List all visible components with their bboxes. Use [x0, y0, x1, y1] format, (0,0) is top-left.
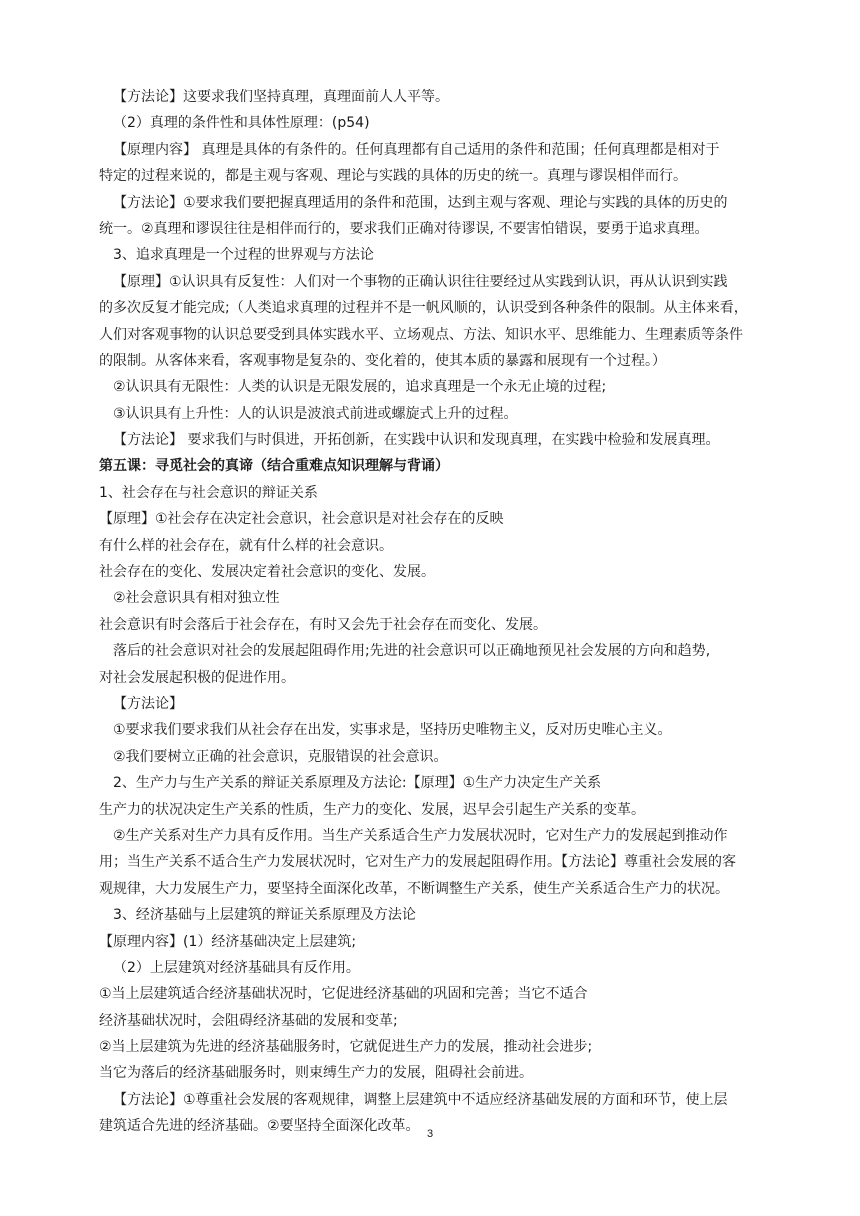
text-line: 1、社会存在与社会意识的辩证关系: [99, 484, 318, 501]
text-line: 观规律，大力发展生产力，要坚持全面深化改革，不断调整生产关系，使生产关系适合生产力的状况。: [99, 880, 729, 897]
text-line: ②认识具有无限性：人类的认识是无限发展的，追求真理是一个永无止境的过程;: [113, 379, 607, 396]
text-line: 统一。②真理和谬误往往是相伴而行的，要求我们正确对待谬误, 不要害怕错误，要勇于追求真理。: [99, 220, 709, 237]
text-line: 【原理】①社会存在决定社会意识，社会意识是对社会存在的反映: [99, 511, 504, 528]
text-line: （2）真理的条件性和具体性原理：(p54): [113, 115, 370, 132]
text-line: ②当上层建筑为先进的经济基础服务时，它就促进生产力的发展，推动社会进步;: [99, 1039, 593, 1056]
text-line: 对社会发展起积极的促进作用。: [99, 669, 295, 686]
text-line: 【原理内容】 真理是具体的有条件的。任何真理都有自己适用的条件和范围；任何真理都是相对于: [113, 141, 720, 158]
document-body: [99, 84, 781, 1140]
text-line: ②社会意识具有相对独立性: [113, 590, 280, 607]
text-line: 经济基础状况时，会阻碍经济基础的发展和变革;: [99, 1012, 398, 1029]
text-line: 当它为落后的经济基础服务时，则束缚生产力的发展，阻碍社会前进。: [99, 1065, 533, 1082]
text-line: 落后的社会意识对社会的发展起阻碍作用;先进的社会意识可以正确地预见社会发展的方向和趋势,: [113, 643, 711, 660]
text-line: 社会意识有时会落后于社会存在，有时又会先于社会存在而变化、发展。: [99, 616, 547, 633]
text-line: 【原理】①认识具有反复性：人们对一个事物的正确认识往往要经过从实践到认识，再从认识到实践: [113, 273, 728, 290]
text-line: 【原理内容】(1）经济基础决定上层建筑;: [99, 933, 357, 950]
text-line: 2、生产力与生产关系的辩证关系原理及方法论:【原理】①生产力决定生产关系: [113, 775, 602, 792]
text-line: 【方法论】这要求我们坚持真理，真理面前人人平等。: [113, 89, 449, 105]
text-line: 人们对客观事物的认识总要受到具体实践水平、立场观点、方法、知识水平、思维能力、生理素质等条件: [99, 326, 743, 343]
text-line: 用；当生产关系不适合生产力发展状况时，它对生产力的发展起阻碍作用。【方法论】尊重社会发展的客: [99, 854, 736, 871]
text-line: 生产力的状况决定生产关系的性质，生产力的变化、发展，迟早会引起生产关系的变革。: [99, 801, 645, 818]
text-line: 【方法论】: [113, 695, 183, 712]
text-line: 有什么样的社会存在，就有什么样的社会意识。: [99, 537, 393, 554]
section-heading: 第五课：寻觅社会的真谛（结合重难点知识理解与背诵）: [99, 458, 449, 475]
text-line: 【方法论】①尊重社会发展的客观规律，调整上层建筑中不适应经济基础发展的方面和环节，使上层: [113, 1091, 728, 1108]
text-line: ③认识具有上升性：人的认识是波浪式前进或螺旋式上升的过程。: [113, 405, 518, 422]
text-line: 3、经济基础与上层建筑的辩证关系原理及方法论: [113, 907, 416, 924]
text-line: 【方法论】①要求我们要把握真理适用的条件和范围，达到主观与客观、理论与实践的具体的历史的: [113, 194, 728, 211]
text-line: 的多次反复才能完成;（人类追求真理的过程并不是一帆风顺的，认识受到各种条件的限制。从主体来看，: [99, 300, 748, 317]
text-line: 【方法论】 要求我们与时俱进，开拓创新，在实践中认识和发现真理，在实践中检验和发展真理。: [113, 432, 720, 449]
text-line: ①要求我们要求我们从社会存在出发，实事求是，坚持历史唯物主义，反对历史唯心主义。: [113, 722, 672, 739]
text-line: ②我们要树立正确的社会意识，克服错误的社会意识。: [113, 748, 448, 765]
text-line: （2）上层建筑对经济基础具有反作用。: [113, 959, 360, 976]
text-line: 的限制。从客体来看，客观事物是复杂的、变化着的，使其本质的暴露和展现有一个过程。）: [99, 352, 666, 369]
text-line: 3、追求真理是一个过程的世界观与方法论: [113, 247, 374, 264]
text-line: 社会存在的变化、发展决定着社会意识的变化、发展。: [99, 564, 435, 581]
text-line: 特定的过程来说的，都是主观与客观、理论与实践的具体的历史的统一。真理与谬误相伴而行。: [99, 168, 687, 185]
text-line: ①当上层建筑适合经济基础状况时，它促进经济基础的巩固和完善；当它不适合: [99, 986, 588, 1003]
page-number: 3: [426, 1128, 434, 1140]
text-line: 建筑适合先进的经济基础。②要坚持全面深化改革。: [99, 1118, 420, 1135]
text-line: ②生产关系对生产力具有反作用。当生产关系适合生产力发展状况时，它对生产力的发展起到推动作: [113, 827, 728, 844]
